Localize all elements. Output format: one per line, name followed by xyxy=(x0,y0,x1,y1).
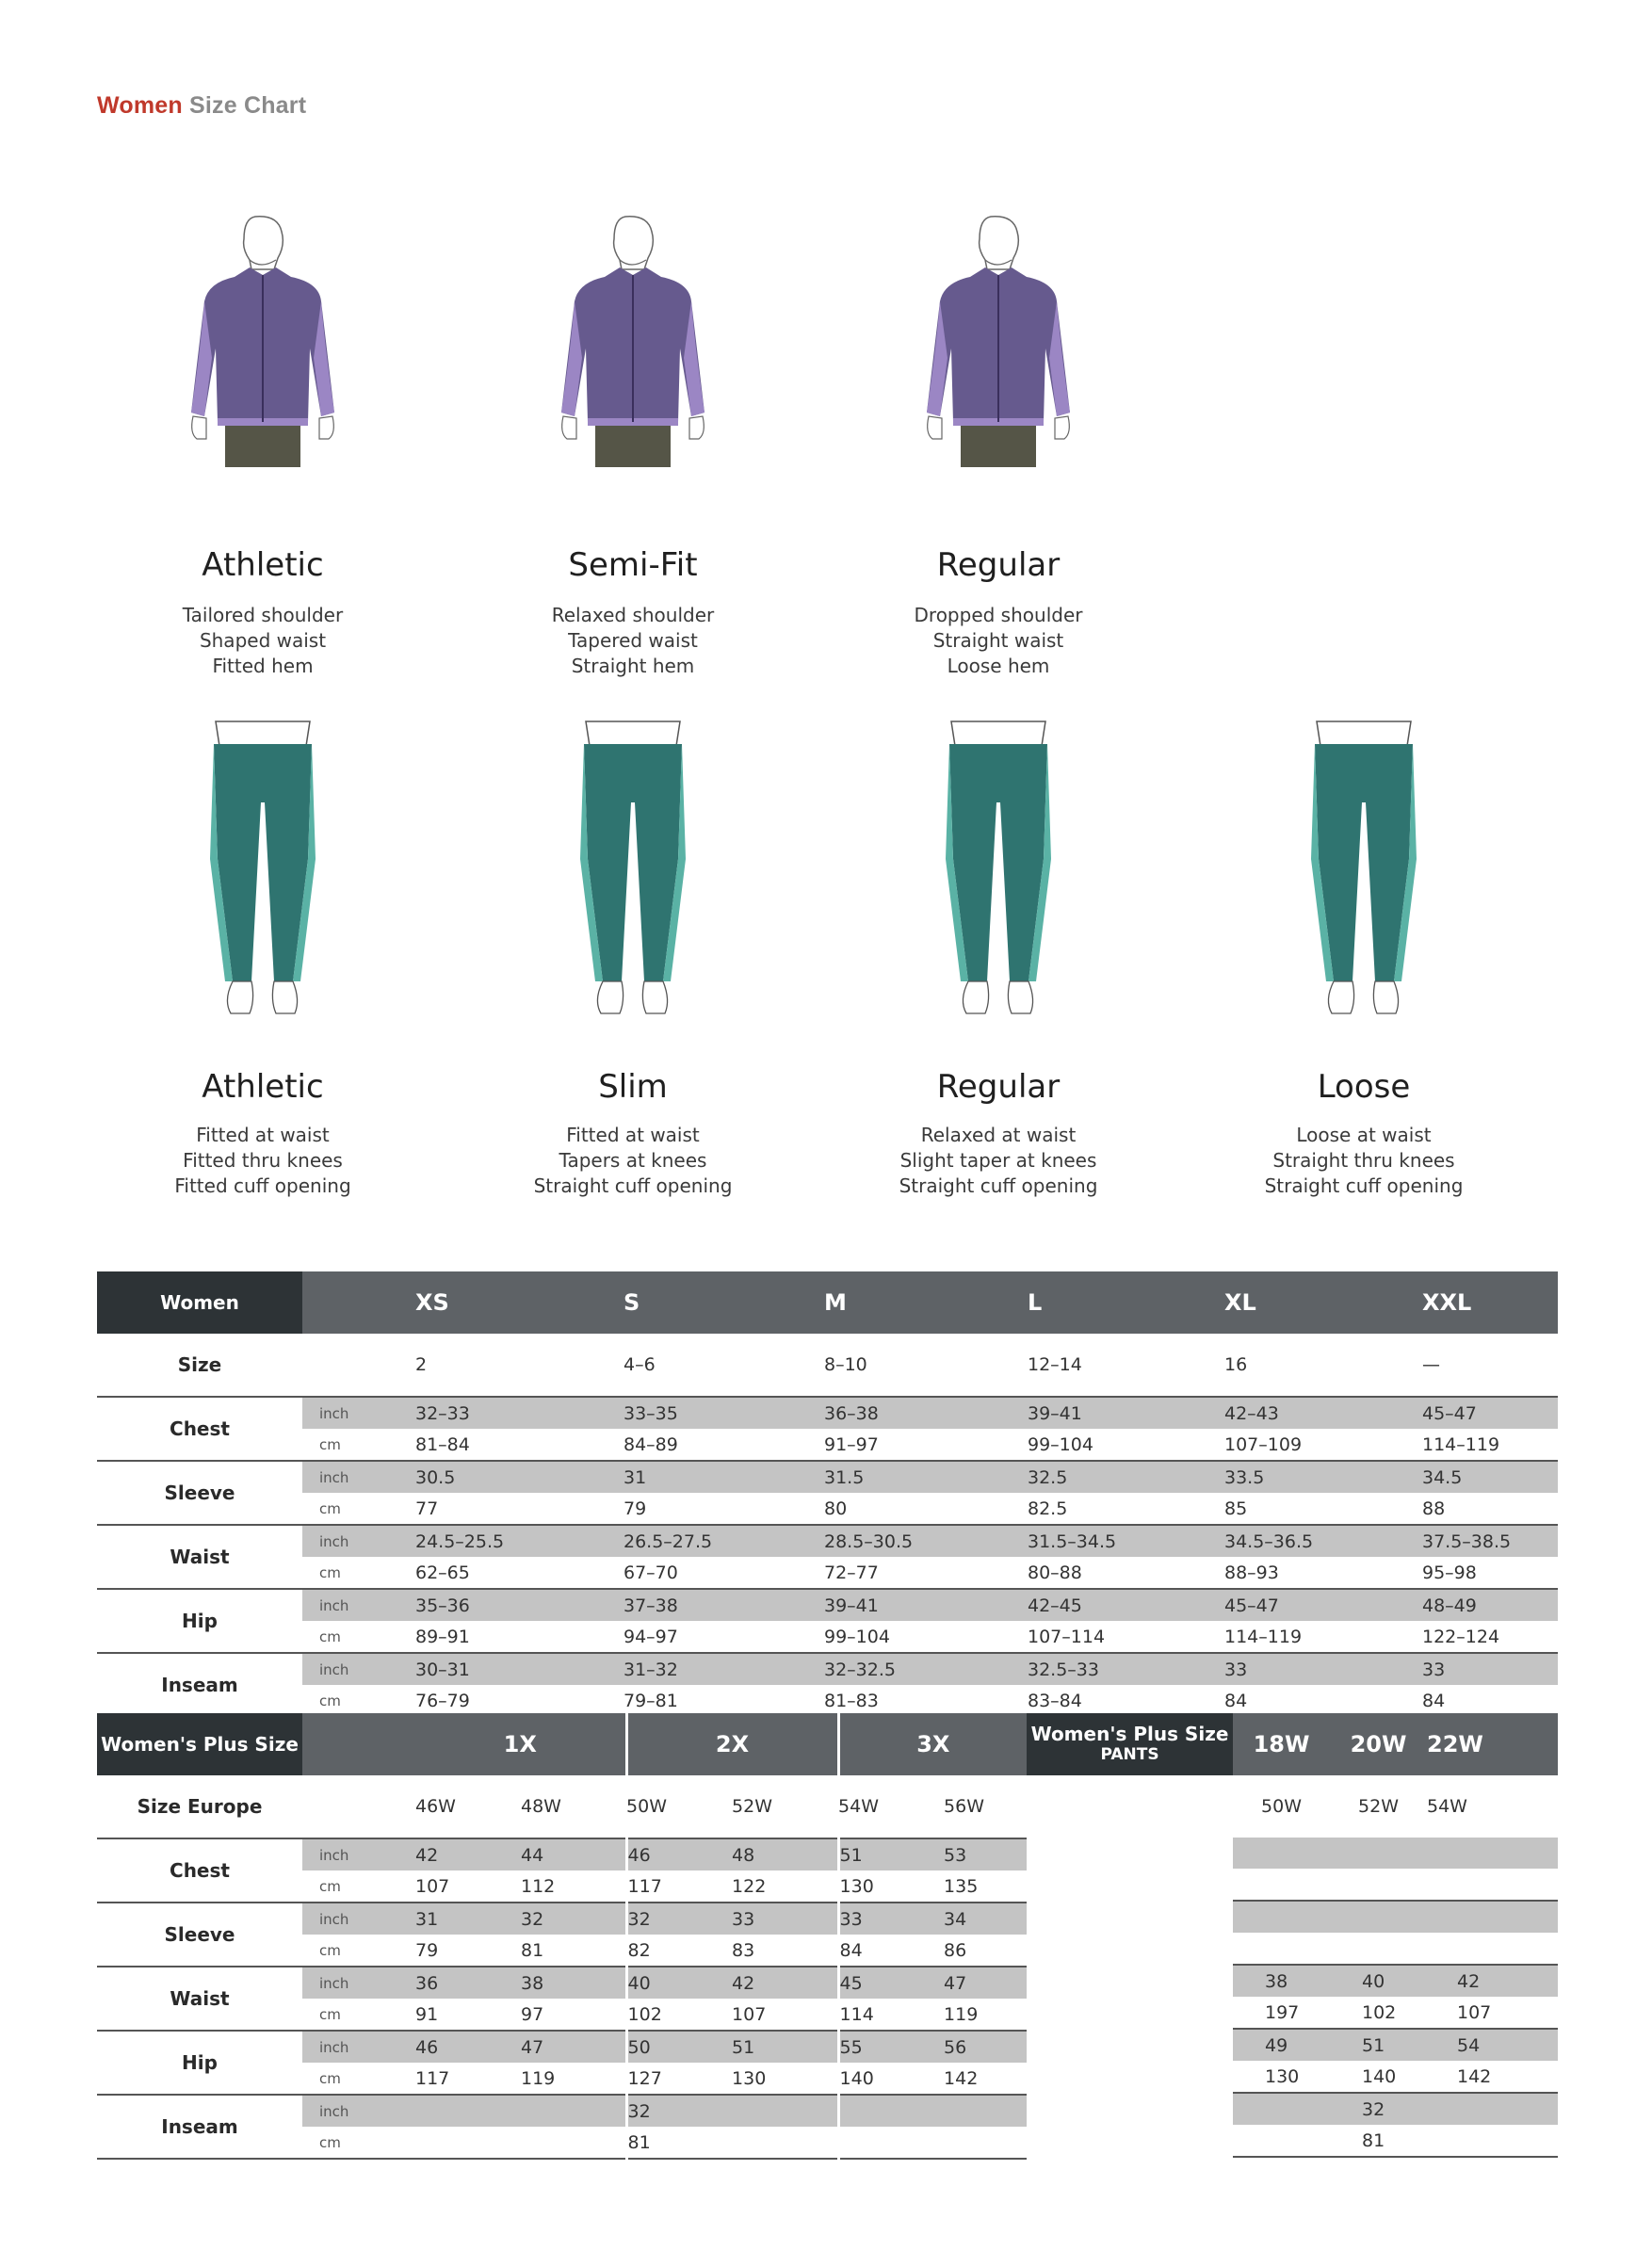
table-cell: 107–109 xyxy=(1224,1429,1422,1461)
table-row xyxy=(1027,2125,1558,2157)
table-cell: 84 xyxy=(1422,1685,1558,1717)
unit-label: cm xyxy=(302,2063,415,2095)
row-label: Inseam xyxy=(97,2095,302,2159)
table-cell: 42 xyxy=(732,1967,838,1999)
table-cell: 53 xyxy=(944,1838,1027,1870)
table-cell: 31–32 xyxy=(624,1653,824,1685)
table-cell: 142 xyxy=(1427,2061,1558,2093)
table-cell: 32.5 xyxy=(1028,1461,1224,1493)
table-cell xyxy=(1027,1965,1233,1997)
table-cell: 79 xyxy=(624,1493,824,1525)
table-cell: 91 xyxy=(415,1999,521,2031)
pants-loose-figure xyxy=(1208,718,1519,1019)
top-fit-name: Athletic xyxy=(202,546,324,584)
plus-header-row xyxy=(97,1713,1027,1775)
table-cell: 30–31 xyxy=(415,1653,624,1685)
jacket-regular-figure xyxy=(843,207,1154,509)
table-row xyxy=(97,1621,1558,1653)
plus-pants-header-row xyxy=(1027,1713,1558,1775)
title-rest: Size Chart xyxy=(188,92,307,119)
table-cell: 140 xyxy=(1330,2061,1427,2093)
table-cell: 62–65 xyxy=(415,1557,624,1589)
jacket-icon xyxy=(923,207,1074,509)
table-cell: 38 xyxy=(521,1967,626,1999)
table-cell: 91–97 xyxy=(824,1429,1028,1461)
table-cell: 86 xyxy=(944,1935,1027,1967)
unit-label: cm xyxy=(302,1999,415,2031)
table-cell: 37.5–38.5 xyxy=(1422,1525,1558,1557)
table-cell: 54 xyxy=(1427,2029,1558,2061)
table-row: Size 2 4–6 8–10 12–14 16 — xyxy=(97,1334,1558,1397)
bottom-fit-description: Fitted at waist Fitted thru knees Fitted cuff opening xyxy=(174,1124,351,1197)
unit-label: inch xyxy=(302,1461,415,1493)
table-cell: 32 xyxy=(626,1903,732,1935)
table-cell: 48 xyxy=(732,1838,838,1870)
size-header: 18W xyxy=(1233,1713,1330,1775)
bottom-fit-name: Regular xyxy=(936,1068,1061,1106)
table-row xyxy=(1027,1869,1558,1901)
table-cell: 45–47 xyxy=(1224,1589,1422,1621)
table-cell: 42–43 xyxy=(1224,1397,1422,1429)
table-cell: 76–79 xyxy=(415,1685,624,1717)
table-cell: 85 xyxy=(1224,1493,1422,1525)
size-header: XL xyxy=(1224,1271,1422,1334)
table-cell: 84 xyxy=(838,1935,944,1967)
table-cell: 142 xyxy=(944,2063,1027,2095)
row-label: Hip xyxy=(97,2031,302,2095)
table-cell xyxy=(1427,1901,1558,1933)
plus-pants-table xyxy=(1027,1713,1558,2158)
table-row xyxy=(97,1557,1558,1589)
table-cell xyxy=(1233,1901,1330,1933)
unit-label: inch xyxy=(302,1967,415,1999)
table-cell: 82.5 xyxy=(1028,1493,1224,1525)
pants-icon xyxy=(565,718,701,1019)
unit-label: inch xyxy=(302,1589,415,1621)
unit-label: cm xyxy=(302,1429,415,1461)
unit-label: cm xyxy=(302,1557,415,1589)
table-row xyxy=(97,1589,1558,1621)
table-cell xyxy=(1027,1838,1233,1869)
table-cell: 80 xyxy=(824,1493,1028,1525)
table-cell: 135 xyxy=(944,1870,1027,1903)
top-fit-description: Relaxed shoulder Tapered waist Straight hem xyxy=(551,604,715,677)
plus-pants-header-label: Women's Plus Size PANTS xyxy=(1027,1713,1233,1775)
row-label: Sleeve xyxy=(97,1461,302,1525)
table-cell: 45 xyxy=(838,1967,944,1999)
top-fit-name: Regular xyxy=(936,546,1061,584)
size-header: XXL xyxy=(1422,1271,1558,1334)
table-cell: 31.5–34.5 xyxy=(1028,1525,1224,1557)
size-header: 2X xyxy=(626,1713,838,1775)
table-cell: 88 xyxy=(1422,1493,1558,1525)
table-cell: 99–104 xyxy=(1028,1429,1224,1461)
table-cell: 84 xyxy=(1224,1685,1422,1717)
table-row xyxy=(97,1429,1558,1461)
row-label: Size xyxy=(97,1334,302,1397)
table-cell: 47 xyxy=(944,1967,1027,1999)
jacket-icon xyxy=(187,207,338,509)
table-cell: 114 xyxy=(838,1999,944,2031)
table-cell xyxy=(1027,2093,1233,2125)
unit-label: cm xyxy=(302,1870,415,1903)
pants-regular-figure xyxy=(843,718,1154,1019)
unit-label: inch xyxy=(302,2095,415,2127)
row-label: Inseam xyxy=(97,1653,302,1717)
table-cell: 122–124 xyxy=(1422,1621,1558,1653)
table-cell: 81 xyxy=(521,1935,626,1967)
unit-label: cm xyxy=(302,1685,415,1717)
table-cell xyxy=(1233,1838,1330,1869)
table-row xyxy=(97,1525,1558,1557)
table-cell: 117 xyxy=(626,1870,732,1903)
table-cell: 33 xyxy=(1422,1653,1558,1685)
table-cell: 81 xyxy=(626,2127,838,2159)
title-highlight: Women xyxy=(97,92,183,119)
row-label: Chest xyxy=(97,1838,302,1903)
table-row xyxy=(1027,1997,1558,2029)
table-cell: 34.5–36.5 xyxy=(1224,1525,1422,1557)
table-cell xyxy=(1427,2125,1558,2157)
table-cell: 107–114 xyxy=(1028,1621,1224,1653)
table-row xyxy=(97,1461,1558,1493)
pants-icon xyxy=(1296,718,1432,1019)
table-cell: 46 xyxy=(626,1838,732,1870)
table-cell: 38 xyxy=(1233,1965,1330,1997)
size-header: 3X xyxy=(838,1713,1027,1775)
bottom-fit-description: Loose at waist Straight thru knees Straight cuff opening xyxy=(1264,1124,1464,1197)
size-header: 22W xyxy=(1427,1713,1558,1775)
table-cell: 36 xyxy=(415,1967,521,1999)
table-cell: 114–119 xyxy=(1422,1429,1558,1461)
unit-label: cm xyxy=(302,2127,415,2159)
table-cell: 33 xyxy=(1224,1653,1422,1685)
table-cell: 32.5–33 xyxy=(1028,1653,1224,1685)
table-cell: 31.5 xyxy=(824,1461,1028,1493)
table-cell: 97 xyxy=(521,1999,626,2031)
table-cell xyxy=(838,2127,1027,2159)
plus-header-label: Women's Plus Size xyxy=(97,1713,302,1775)
table-cell: 50 xyxy=(626,2031,732,2063)
table-row xyxy=(1027,1838,1558,1869)
table-cell xyxy=(1427,2093,1558,2125)
table-cell: 82 xyxy=(626,1935,732,1967)
table-cell: 33 xyxy=(838,1903,944,1935)
row-label: Chest xyxy=(97,1397,302,1461)
table-cell xyxy=(1427,1933,1558,1965)
table-row xyxy=(97,1903,1027,1935)
row-label: Hip xyxy=(97,1589,302,1653)
table-cell: 51 xyxy=(1330,2029,1427,2061)
table-cell: 112 xyxy=(521,1870,626,1903)
table-cell: 51 xyxy=(732,2031,838,2063)
unit-label: inch xyxy=(302,1525,415,1557)
table-cell: 31 xyxy=(624,1461,824,1493)
table-cell: 81 xyxy=(1330,2125,1427,2157)
table-cell: 94–97 xyxy=(624,1621,824,1653)
table-cell xyxy=(1330,1901,1427,1933)
table-cell xyxy=(1027,2061,1233,2093)
jacket-semifit-figure xyxy=(478,207,788,509)
size-header: XS xyxy=(415,1271,624,1334)
table-cell: 46 xyxy=(415,2031,521,2063)
size-header: S xyxy=(624,1271,824,1334)
table-cell: 32–33 xyxy=(415,1397,624,1429)
table-row xyxy=(97,2031,1027,2063)
table-cell: 107 xyxy=(732,1999,838,2031)
unit-label: cm xyxy=(302,1493,415,1525)
table-cell: 40 xyxy=(626,1967,732,1999)
table-cell xyxy=(1233,1933,1330,1965)
table-cell: 197 xyxy=(1233,1997,1330,2029)
pants-slim-figure xyxy=(478,718,788,1019)
table-cell: 107 xyxy=(415,1870,521,1903)
unit-label: inch xyxy=(302,2031,415,2063)
table-cell: 51 xyxy=(838,1838,944,1870)
women-size-table xyxy=(97,1271,1558,1718)
table-cell xyxy=(1027,1933,1233,1965)
row-label: Waist xyxy=(97,1525,302,1589)
table-cell: 44 xyxy=(521,1838,626,1870)
table-cell xyxy=(1427,1869,1558,1901)
table-cell xyxy=(1027,2029,1233,2061)
table-cell: 37–38 xyxy=(624,1589,824,1621)
table-cell: 140 xyxy=(838,2063,944,2095)
table-cell: 48–49 xyxy=(1422,1589,1558,1621)
table-cell: 79–81 xyxy=(624,1685,824,1717)
table-cell: 81–84 xyxy=(415,1429,624,1461)
table-cell: 67–70 xyxy=(624,1557,824,1589)
table-cell: 42 xyxy=(1427,1965,1558,1997)
table-row: 50W 52W 54W xyxy=(1261,1796,1467,1817)
table-cell: 33.5 xyxy=(1224,1461,1422,1493)
women-header-label: Women xyxy=(97,1271,302,1334)
table-cell: 79 xyxy=(415,1935,521,1967)
row-label: Sleeve xyxy=(97,1903,302,1967)
table-cell: 56 xyxy=(944,2031,1027,2063)
table-cell: 32–32.5 xyxy=(824,1653,1028,1685)
table-row xyxy=(1027,1965,1558,1997)
table-row xyxy=(1027,1933,1558,1965)
table-cell: 72–77 xyxy=(824,1557,1028,1589)
bottom-fit-description: Relaxed at waist Slight taper at knees Straight cuff opening xyxy=(899,1124,1098,1197)
table-cell xyxy=(1233,2125,1330,2157)
table-cell: 83–84 xyxy=(1028,1685,1224,1717)
table-cell xyxy=(1330,1933,1427,1965)
table-cell: 42–45 xyxy=(1028,1589,1224,1621)
table-cell: 49 xyxy=(1233,2029,1330,2061)
table-row xyxy=(97,1653,1558,1685)
table-cell xyxy=(1027,1901,1233,1933)
size-header: 20W xyxy=(1330,1713,1427,1775)
pants-icon xyxy=(195,718,331,1019)
table-cell: 45–47 xyxy=(1422,1397,1558,1429)
table-cell xyxy=(1330,1838,1427,1869)
table-cell: 32 xyxy=(626,2095,838,2127)
pants-icon xyxy=(931,718,1066,1019)
table-cell: 31 xyxy=(415,1903,521,1935)
table-cell: 30.5 xyxy=(415,1461,624,1493)
table-cell: 33–35 xyxy=(624,1397,824,1429)
top-fit-description: Dropped shoulder Straight waist Loose hem xyxy=(914,604,1083,677)
table-cell xyxy=(1233,2093,1330,2125)
table-cell xyxy=(1027,1869,1233,1901)
table-row xyxy=(1027,2029,1558,2061)
table-cell: 114–119 xyxy=(1224,1621,1422,1653)
table-cell: 107 xyxy=(1427,1997,1558,2029)
table-row xyxy=(97,2095,1027,2127)
table-cell: 130 xyxy=(732,2063,838,2095)
table-cell xyxy=(1027,1997,1233,2029)
table-row xyxy=(97,1967,1027,1999)
women-header-row xyxy=(97,1271,1558,1334)
table-cell: 55 xyxy=(838,2031,944,2063)
page-title xyxy=(97,92,306,120)
table-cell: 33 xyxy=(732,1903,838,1935)
table-cell: 39–41 xyxy=(824,1589,1028,1621)
plus-size-table xyxy=(97,1713,1027,2160)
table-cell: 119 xyxy=(944,1999,1027,2031)
table-cell: 34.5 xyxy=(1422,1461,1558,1493)
bottom-fit-description: Fitted at waist Tapers at knees Straight cuff opening xyxy=(533,1124,733,1197)
table-cell: 32 xyxy=(1330,2093,1427,2125)
table-cell: 99–104 xyxy=(824,1621,1028,1653)
table-cell: 28.5–30.5 xyxy=(824,1525,1028,1557)
table-row xyxy=(1027,2093,1558,2125)
row-label: Size Europe xyxy=(97,1775,302,1838)
table-row xyxy=(97,1493,1558,1525)
unit-label: inch xyxy=(302,1838,415,1870)
table-row xyxy=(97,1397,1558,1429)
table-cell: 42 xyxy=(415,1838,521,1870)
table-cell xyxy=(838,2095,1027,2127)
unit-label: cm xyxy=(302,1621,415,1653)
table-row: Size Europe 46W 48W 50W 52W 54W 56W xyxy=(97,1775,1027,1838)
table-cell: 34 xyxy=(944,1903,1027,1935)
table-cell xyxy=(1027,2125,1233,2157)
table-cell xyxy=(1233,1869,1330,1901)
jacket-athletic-figure xyxy=(107,207,418,509)
table-cell: 39–41 xyxy=(1028,1397,1224,1429)
table-cell: 119 xyxy=(521,2063,626,2095)
table-row xyxy=(1027,2061,1558,2093)
unit-label: cm xyxy=(302,1935,415,1967)
table-cell: 88–93 xyxy=(1224,1557,1422,1589)
table-row xyxy=(1027,1901,1558,1933)
pants-athletic-figure xyxy=(107,718,418,1019)
table-cell: 80–88 xyxy=(1028,1557,1224,1589)
top-fit-name: Semi-Fit xyxy=(568,546,698,584)
table-row xyxy=(97,1838,1027,1870)
table-cell: 102 xyxy=(626,1999,732,2031)
table-cell: 89–91 xyxy=(415,1621,624,1653)
table-cell: 40 xyxy=(1330,1965,1427,1997)
unit-label: inch xyxy=(302,1397,415,1429)
unit-label: inch xyxy=(302,1903,415,1935)
table-cell: 32 xyxy=(521,1903,626,1935)
bottom-fit-name: Slim xyxy=(598,1068,668,1106)
table-cell: 130 xyxy=(1233,2061,1330,2093)
table-cell: 36–38 xyxy=(824,1397,1028,1429)
table-cell: 127 xyxy=(626,2063,732,2095)
table-cell: 122 xyxy=(732,1870,838,1903)
unit-label: inch xyxy=(302,1653,415,1685)
size-header: 1X xyxy=(415,1713,626,1775)
table-cell: 83 xyxy=(732,1935,838,1967)
table-cell xyxy=(415,2095,626,2127)
table-cell: 26.5–27.5 xyxy=(624,1525,824,1557)
row-label: Waist xyxy=(97,1967,302,2031)
top-fit-description: Tailored shoulder Shaped waist Fitted hem xyxy=(182,604,344,677)
bottom-fit-name: Loose xyxy=(1317,1068,1411,1106)
table-cell: 95–98 xyxy=(1422,1557,1558,1589)
table-cell: 102 xyxy=(1330,1997,1427,2029)
table-cell: 117 xyxy=(415,2063,521,2095)
table-cell xyxy=(1427,1838,1558,1869)
size-header: L xyxy=(1028,1271,1224,1334)
size-header: M xyxy=(824,1271,1028,1334)
table-cell xyxy=(1330,1869,1427,1901)
table-cell: 77 xyxy=(415,1493,624,1525)
table-cell: 47 xyxy=(521,2031,626,2063)
table-cell: 81–83 xyxy=(824,1685,1028,1717)
table-cell: 24.5–25.5 xyxy=(415,1525,624,1557)
jacket-icon xyxy=(558,207,708,509)
table-row xyxy=(97,1685,1558,1717)
table-cell xyxy=(415,2127,626,2159)
table-cell: 130 xyxy=(838,1870,944,1903)
bottom-fit-name: Athletic xyxy=(202,1068,324,1106)
table-cell: 84–89 xyxy=(624,1429,824,1461)
table-cell: 35–36 xyxy=(415,1589,624,1621)
